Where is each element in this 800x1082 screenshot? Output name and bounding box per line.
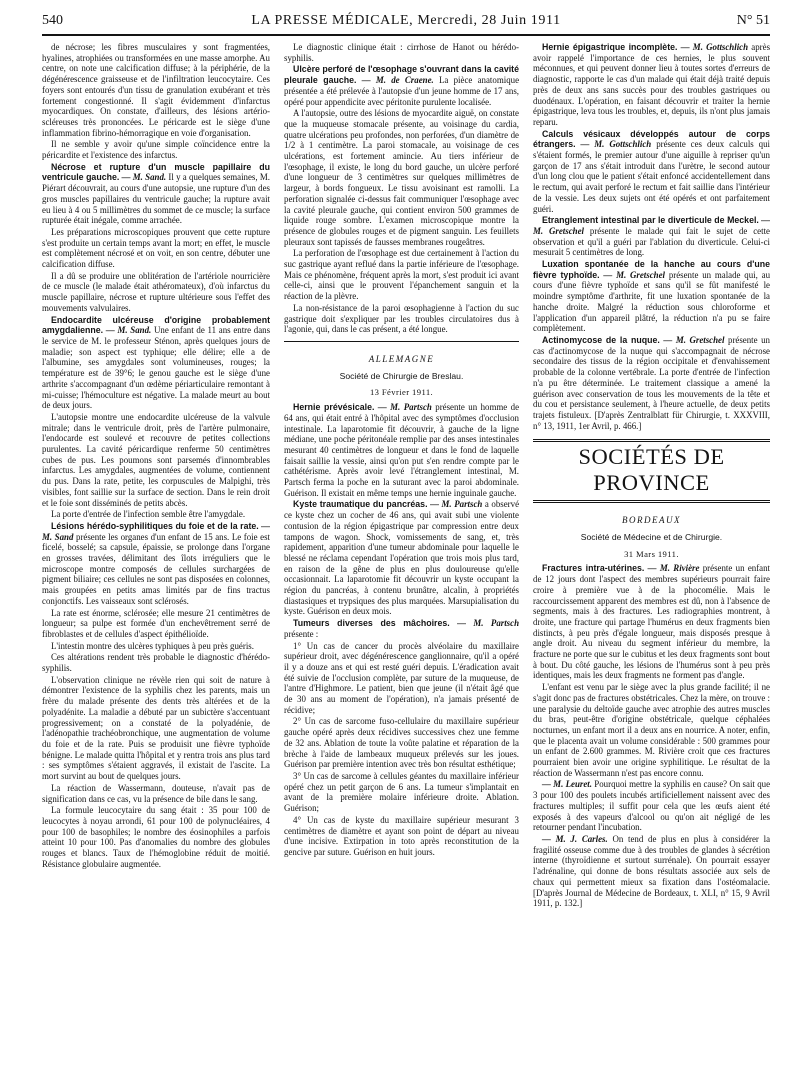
article-title: Kyste traumatique du pancréas. bbox=[293, 499, 428, 510]
paragraph bbox=[284, 402, 519, 498]
paragraph-text: La formule leucocytaire du sang était : 35 pour 100 de leucocytes à noyau arrondi, 61 pour 100 de polynucléaires, 4 pour 100 de basophiles; le nombre des éosinophiles a parfois atteint 10 pour 100. Pas d'anomalies du nombre des globules rouges et blancs. Taux de l'hémoglobine réduit de moitié. Résistance globulaire augmentée. bbox=[42, 805, 270, 869]
paragraph-text: présente ces deux calculs qui s'étaient formés, le premier autour d'une aiguille à repriser qu'un garçon de 17 ans s'était introduit dans l'urètre, le second autour d'un long clou que le patient s'était enfoncé accidentellement dans le rectum, qui avait perforé le rectum et fait saillie dans l'intérieur de la vessie. Les deux sujets ont été opérés et ont parfaitement guéri. bbox=[533, 139, 770, 214]
paragraph-text: Il ne semble y avoir qu'une simple coïncidence entre la péricardite et l'existence des infarctus. bbox=[42, 139, 270, 161]
paragraph-text: présente les organes d'un enfant de 15 ans. Le foie est ficelé, bosselé; sa capsule, épaissie, se prolonge dans l'organe en grosses travées, délimitant des îlots irréguliers que le microscope montre composés de cellules surchargées de pigment biliaire; ces cellules ne sont pas disposées en colonnes, mais groupées en petits amas limités par de fins tractus conjonctifs. Les vaisseaux sont sclérosés. bbox=[42, 531, 270, 606]
paragraph-text: après avoir rappelé l'importance de ces hernies, le plus souvent méconnues, et qui peuvent donner lieu à toutes sortes d'erreurs de diagnostic, rapporte le cas d'un malade qui était déjà traité depuis près de deux ans sans succès pour des troubles gastriques ou duodénaux. L'opération, en faisant découvrir et traiter la hernie épigastrique, leva tous les troubles, et, depuis, ils n'ont plus jamais reparu. bbox=[533, 42, 770, 127]
paragraph bbox=[42, 412, 270, 508]
paragraph-text: présente le malade qui fait le sujet de cette observation et qu'il a guéri par l'ablation du diverticule. Celui-ci mesurait 5 centimètres de long. bbox=[533, 225, 770, 258]
city-heading: BORDEAUX bbox=[622, 515, 681, 526]
article-author: — M. Sand. bbox=[105, 325, 152, 336]
article-author: — M. Gretschel bbox=[533, 215, 770, 236]
article-author: — M. J. Carles. bbox=[542, 834, 608, 844]
article-author: — M. Gottschlich bbox=[580, 139, 652, 150]
province-session-date: 31 Mars 1911. bbox=[624, 548, 679, 559]
paragraph bbox=[42, 805, 270, 869]
paragraph-text: A l'autopsie, outre des lésions de myocardite aiguë, on constate que la muqueuse stomacale présente, au voisinage du cardia, quatre ulcérations peu profondes, non perforées, d'un diamètre de 1/2 à 1 centimètre. La paroi stomacale, au voisinage de ces ulcérations, est fortement amincie. Au tiers inférieur de l'œsophage, il existe, le long du bord gauche, un ulcère perforé d'une longueur de 3 centimètres sur quelques millimètres de largeur, à bords fongueux. Le tissu avoisinant est ramolli. La perforation signalée ci-dessus fait communiquer l'œsophage avec la cavité pleurale gauche, qui contient environ 500 grammes de liquide rouge sombre. L'examen microscopique montre la présence de globules rouges et de pigment sanguin. Les feuillets pleuraux sont tapissés de fausses membranes rougeâtres. bbox=[284, 108, 519, 247]
article-author: — M. Gottschlich bbox=[680, 42, 749, 52]
paragraph bbox=[42, 521, 270, 607]
article-title: Tumeurs diverses des mâchoires. bbox=[293, 618, 450, 629]
paragraph-text: Il a dû se produire une oblitération de l'artériole nourricière de ce muscle (le malade était athéromateux), d'où infarctus du muscle papillaire, nécrose et rupture ultérieure sous l'effet des mouvements valvulaires. bbox=[42, 270, 270, 313]
paragraph bbox=[284, 771, 519, 814]
paragraph bbox=[284, 618, 519, 639]
paragraph-text: La porte d'entrée de l'infection semble être l'amygdale. bbox=[51, 509, 246, 520]
paragraph bbox=[284, 303, 519, 335]
paragraph bbox=[284, 64, 519, 107]
paragraph bbox=[284, 108, 519, 247]
paragraph bbox=[284, 499, 519, 617]
paragraph-text: de nécrose; les fibres musculaires y sont fragmentées, hyalines, atrophiées ou transformées en une masse amorphe. Au centre, on note une calcification diffuse; à la périphérie, de la dégénérescence graisseuse et de l'infiltration leucocytaire. Ces foyers sont entourés d'un tissu de granulation exubérant et très fortement congestionné. Il s'agit évidemment d'infarctus myocardiques. On constate, d'ailleurs, des lésions artério-scléreuses très prononcées. Le péricarde est le siège d'une inflammation fibrino-hémorragique en voie d'organisation. bbox=[42, 42, 270, 138]
paragraph-text: 1° Un cas de cancer du procès alvéolaire du maxillaire supérieur droit, avec dégénérescence ganglionnaire, qu'il a opéré il y a douze ans et qui est resté guéri depuis. L'éradication avait été suivie de l'occlusion complète, par suture de la muqueuse, de l'antre d'Highmore. Le patient, bien que jeune (il n'était âgé que de 30 ans au moment de l'opération), n'a jamais présenté de récidive; bbox=[284, 640, 519, 715]
article-author: — M. Sand bbox=[42, 520, 270, 542]
paragraph-text: 4° Un cas de kyste du maxillaire supérieur mesurant 3 centimètres de diamètre et ayant son point de départ au niveau d'une incisive. Extirpation in toto après reconstitution de la gencive par suture. Guérison en huit jours. bbox=[284, 814, 519, 857]
article-title: Lésions hérédo-syphilitiques du foie et de la rate. bbox=[51, 520, 259, 531]
paragraph bbox=[533, 834, 770, 909]
article-author: — M. Gretschel bbox=[603, 269, 666, 280]
paragraph bbox=[284, 42, 519, 63]
article-title: Hernie épigastrique incomplète. bbox=[542, 42, 678, 52]
paragraph bbox=[533, 215, 770, 258]
paragraph bbox=[42, 139, 270, 160]
article-author: — M. Partsch bbox=[430, 499, 483, 510]
journal-title: LA PRESSE MÉDICALE, Mercredi, 28 Juin 1911 bbox=[251, 13, 561, 28]
paragraph bbox=[42, 271, 270, 314]
paragraph bbox=[42, 675, 270, 782]
article-title: Ulcère perforé de l'œsophage s'ouvrant dans la cavité pleurale gauche. bbox=[284, 64, 519, 86]
session-date: 13 Février 1911. bbox=[369, 387, 434, 398]
article-title: Luxation spontanée de la hanche au cours d'une fièvre typhoïde. bbox=[533, 259, 770, 280]
paragraph-text: Une enfant de 11 ans entre dans le service de M. le professeur Sténon, après quelques jours de maladie; son aspect est typhique; elle délire; elle a de l'albumine, ses amygdales sont volumineuses, rouges; la température est de 39°6; le genou gauche est le siège d'une arthrite s'accompagnant d'un œdème périarticulaire remontant à mi-cuisse; l'hémoculture est négative. La malade meurt au bout de deux jours. bbox=[42, 325, 270, 411]
paragraph-text: La perforation de l'œsophage est due certainement à l'action du suc gastrique ayant reflué dans la partie inférieure de l'œsophage. Mais ce phénomène, fréquent après la mort, s'est produit ici avant celle-ci, ainsi que le prouvent l'épanchement sanguin et la réaction de la plèvre. bbox=[284, 248, 519, 302]
column-3 bbox=[533, 42, 770, 1078]
article-author: — M. Gretschel bbox=[663, 334, 725, 345]
paragraph-text: Le diagnostic clinique était : cirrhose de Hanot ou hérédo-syphilis. bbox=[284, 42, 519, 63]
country-heading: ALLEMAGNE bbox=[368, 353, 435, 364]
province-heading: SOCIÉTÉS DE PROVINCE bbox=[578, 444, 725, 496]
paragraph-text: La rate est énorme, sclérosée; elle mesure 21 centimètres de longueur; sa pulpe est formée d'un enchevêtrement serré de fibroblastes et de cellules d'aspect épithélioïde. bbox=[42, 607, 270, 639]
paragraph-text: On tend de plus en plus à considérer la fragilité osseuse comme due à des troubles de glandes à sécrétion interne (thyroïdienne et surtout surrénale). On pourrait essayer l'adrénaline, qui donne de bons résultats associée aux sels de chaux qui permettent mieux sa fixation dans l'ostéomalacie. [D'après Journal de Médecine de Bordeaux, t. XLI, n° 15, 9 Avril 1911, p. 132.] bbox=[533, 834, 770, 909]
article-title: Calculs vésicaux développés autour de corps étrangers. bbox=[533, 128, 770, 150]
province-society-name: Société de Médecine et de Chirurgie. bbox=[580, 532, 723, 543]
article-author: — M. Leuret. bbox=[542, 779, 592, 790]
paragraph bbox=[42, 509, 270, 520]
paragraph bbox=[42, 42, 270, 138]
paragraph-text: présente un cas d'actinomycose de la nuque qui s'accompagnait de nécrose secondaire des tissus de la région occipitale et d'envahissement probable de la colonne vertébrale. La porte d'entrée de l'infection n'a pu être déterminée. Le traitement classique a amené la guérison avec conservation de tous les mouvements de la tête et du cou et persistance seulement, à l'heure actuelle, de deux petits trajets fistuleux. [D'après Zentralblatt für Chirurgie, t. XXXVIII, n° 13, 1911, 1er Avril, p. 466.] bbox=[533, 334, 770, 431]
column-2-articles bbox=[284, 42, 519, 335]
paragraph bbox=[533, 42, 770, 128]
paragraph bbox=[42, 608, 270, 640]
paragraph bbox=[533, 259, 770, 334]
column-2-reports bbox=[284, 402, 519, 858]
paragraph-text: Les préparations microscopiques prouvent que cette rupture s'est produite un certain temps avant la mort; en effet, le muscle est complètement nécrosé et on voit, en son centre, débuter une calcification diffuse. bbox=[42, 226, 270, 270]
paragraph bbox=[284, 248, 519, 302]
paragraph bbox=[533, 335, 770, 431]
paragraph bbox=[42, 227, 270, 270]
province-heading-box bbox=[533, 439, 770, 503]
paragraph-text: présente un enfant de 12 jours dont l'aspect des membres supérieurs pourrait faire croire à première vue à de la phocomélie. Mais le raccourcissement apparent des membres est dû, non à l'absence de segments, mais à des fractures. Les radiographies montrent, à droite, une fracture qui partage l'humérus en deux fragments bien distincts, à peu près d'égale longueur, mais disposés presque à angle droit. Au niveau du segment inférieur du membre, la fracture ne porte que sur le cubitus et les deux fragments sont bout à bout. Du côté gauche, les lésions de l'humérus sont à peu près identiques, mais les deux fragments ne forment pas d'angle. bbox=[533, 563, 770, 681]
paragraph-text: Pourquoi mettre la syphilis en cause? On sait que 3 pour 100 des poulets incubés artificiellement naissent avec des fractures multiples; il suffit pour cela que les œufs aient été exposés à des vapeurs d'alcool ou qu'on ait négligé de les retourner pendant l'incubation. bbox=[533, 779, 770, 833]
column-3-reports bbox=[533, 563, 770, 909]
paragraph bbox=[284, 716, 519, 770]
paragraph-text: L'intestin montre des ulcères typhiques à peu près guéris. bbox=[51, 640, 254, 651]
paragraph-text: 2° Un cas de sarcome fuso-cellulaire du maxillaire supérieur gauche opéré après deux récidives successives chez une femme de 32 ans. Ablation de toute la voûte palatine et réparation de la brèche à l'aide de lambeaux muqueux prélevés sur les joues. Guérison par première intention avec très bon résultat esthétique; bbox=[284, 716, 519, 770]
article-title: Actinomycose de la nuque. bbox=[542, 334, 660, 345]
paragraph-text: La pièce anatomique présentée a été prélevée à l'autopsie d'un jeune homme de 17 ans, opéré pour appendicite avec péritonite purulente localisée. bbox=[284, 75, 519, 107]
article-author: — M. de Craene. bbox=[361, 75, 434, 86]
paragraph bbox=[533, 779, 770, 833]
article-author: — M. Sand. bbox=[121, 172, 167, 183]
paragraph bbox=[284, 815, 519, 858]
paragraph-text: Ces altérations rendent très probable le diagnostic d'hérédo-syphilis. bbox=[42, 652, 270, 674]
article-title: Fractures intra-utérines. bbox=[542, 563, 645, 574]
paragraph bbox=[284, 641, 519, 716]
paragraph-text: L'autopsie montre une endocardite ulcéreuse de la valvule mitrale; dans le ventricule droit, près de l'artère pulmonaire, l'endocarde est soulevé et recouvre de petites collections purulentes. La cavité péricardique renferme 50 centimètres cubes de pus. Les poumons sont parsemés d'innombrables infarctus. Les amygdales, augmentées de volume, contiennent du pus. Dans la rate, petite, les corpuscules de Malpighi, très visibles, font saillie sur la surface de section. Dans le rein droit et le foie sont disséminés de petits abcès. bbox=[42, 411, 270, 508]
paragraph-text: Il y a quelques semaines, M. Piérart découvrait, au cours d'une autopsie, une rupture d'un des gros muscles papillaires du ventricule gauche; la rupture avait eu lieu à 4 ou 5 millimètres du sommet de ce muscle; la surface rupturée était inégale, comme arrachée. bbox=[42, 172, 270, 226]
paragraph bbox=[42, 315, 270, 411]
paragraph-text: La réaction de Wassermann, douteuse, n'avait pas de signification dans ce cas, vu la présence de bile dans le sang. bbox=[42, 782, 270, 804]
article-title: Nécrose et rupture d'un muscle papillaire du ventricule gauche. bbox=[42, 161, 270, 183]
article-author: — M. Rivière bbox=[647, 563, 700, 574]
society-name: Société de Chirurgie de Breslau. bbox=[339, 370, 464, 381]
paragraph bbox=[533, 129, 770, 215]
paragraph-text: a observé ce kyste chez un cocher de 46 ans, qui avait subi une violente contusion de la région épigastrique par compression entre deux tampons de wagon. Shock, vomissements de sang, et, très rapidement, apparition d'une tumeur abdominale pour laquelle le blessé ne réclama cependant l'opération que trois mois plus tard, en raison de la gêne de plus en plus douloureuse qu'elle occasionnait. La laparotomie fit découvrir un kyste occupant la région du pancréas, à contenu brunâtre, alcalin, à propriétés diastasiques et trypsiques des plus marquées. Marsupialisation du kyste. Guérison en deux mois. bbox=[284, 499, 519, 617]
article-author: — M. Partsch bbox=[377, 402, 432, 413]
paragraph bbox=[533, 563, 770, 681]
paragraph-text: L'observation clinique ne révèle rien qui soit de nature à démontrer l'existence de la syphilis chez les parents, mais un frère du malade présente des dents très altérées et de la polyadénite. La maladie a débuté par un subictère s'accentuant progressivement; on a constaté de la polyadénie, de l'adénopathie trachéobronchique, une augmentation de volume du foie et de la rate. Puis se produisit une fièvre typhoïde bénigne. Le malade quitta l'hôpital et y rentra trois ans plus tard : ses symptômes s'étaient aggravés, il existait de l'ascite. La mort survint au bout de quelques jours. bbox=[42, 674, 270, 782]
paragraph-text: L'enfant est venu par le siège avec la plus grande facilité; il ne s'agit donc pas de fractures obstétricales. Chez la mère, on trouve : une paralysie du deltoïde gauche avec atrophie des autres muscles du bras, peut-être d'origine obstétricale, quelque céphalées nocturnes, un enfant mort il a deux ans en nourrice. A noter, enfin, que le placenta avait un volume considérable : 500 grammes pour un enfant de 2.600 grammes. M. Rivière croit que ces fractures pourraient bien avoir une origine syphilitique. Le résultat de la réaction de Wassermann n'est pas encore connu. bbox=[533, 682, 770, 778]
paragraph-text: La non-résistance de la paroi œsophagienne à l'action du suc gastrique doit s'expliquer par les troubles circulatoires dus à l'agonie, qui, dans le cas présent, a été longue. bbox=[284, 302, 519, 335]
page-header bbox=[42, 6, 770, 36]
column-1 bbox=[42, 42, 270, 1078]
article-author: — M. Partsch bbox=[457, 618, 519, 629]
section-divider bbox=[284, 341, 519, 342]
paragraph-text: 3° Un cas de sarcome à cellules géantes du maxillaire inférieur opéré chez un petit garçon de 6 ans. La tumeur s'implantait en avant de la première molaire inférieure droite. Ablation. Guérison; bbox=[284, 771, 519, 814]
paragraph-text: présente : bbox=[284, 628, 319, 639]
paragraph-text: présente un malade qui, au cours d'une fièvre typhoïde et sans qu'il se fût manifesté le moindre symptôme d'arthrite, fit une luxation spontanée de la hanche droite. Malgré la réduction sous chloroforme et l'application d'un appareil plâtré, la réduction n'a pu se faire complètement. bbox=[533, 269, 770, 334]
paragraph bbox=[42, 641, 270, 652]
page-number: 540 bbox=[42, 13, 63, 28]
paragraph-text: présente un homme de 64 ans, qui était entré à l'hôpital avec des symptômes d'occlusion intestinale. La laparotomie fit découvrir, à gauche de la ligne médiane, une poche péritonéale remplie par des anses intestinales mesurant 40 centimètres de longueur et dans le fond de laquelle faisait saillie la vessie, ainsi qu'on put s'en rendre compte par le cathétérisme. Après avoir levé l'étranglement intestinal, M. Partsch ferma la poche en la suturant avec la paroi abdominale. Guérison. Il existait en même temps une hernie inguinale gauche. bbox=[284, 402, 519, 498]
article-title: Hernie prévésicale. bbox=[293, 402, 375, 413]
column-2 bbox=[284, 42, 519, 1078]
article-title: Endocardite ulcéreuse d'origine probablement amygdalienne. bbox=[42, 314, 270, 336]
article-title: Etranglement intestinal par le diverticule de Meckel. bbox=[542, 215, 759, 226]
paragraph bbox=[42, 783, 270, 804]
issue-number: N° 51 bbox=[736, 13, 770, 28]
paragraph bbox=[42, 652, 270, 673]
column-3-articles bbox=[533, 42, 770, 431]
paragraph bbox=[42, 162, 270, 226]
paragraph bbox=[533, 682, 770, 778]
